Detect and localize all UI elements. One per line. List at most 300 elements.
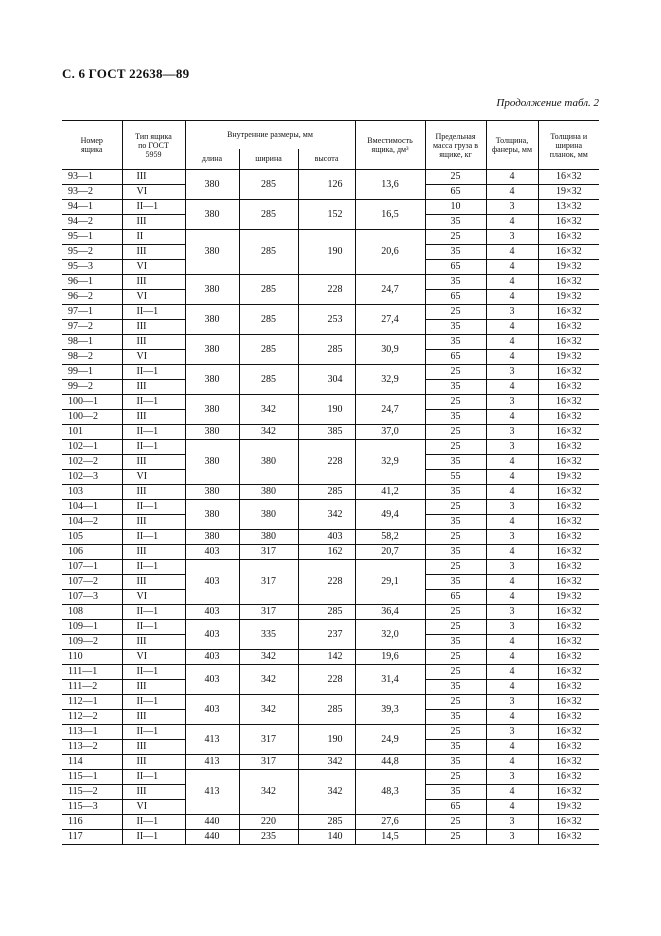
plywood-thickness-cell: 4: [486, 335, 538, 350]
box-number-cell: 104—2: [62, 515, 122, 530]
box-type-cell: II—1: [122, 200, 185, 215]
table-header: [62, 121, 599, 170]
plywood-thickness-cell: 3: [486, 530, 538, 545]
max-mass-cell: 65: [425, 185, 486, 200]
plywood-thickness-cell: 4: [486, 470, 538, 485]
volume-cell: 39,3: [355, 695, 425, 725]
plank-size-cell: 16×32: [538, 215, 599, 230]
height-cell: 228: [298, 665, 355, 695]
volume-cell: 41,2: [355, 485, 425, 500]
plank-size-cell: 16×32: [538, 275, 599, 290]
max-mass-cell: 35: [425, 740, 486, 755]
volume-cell: 16,5: [355, 200, 425, 230]
length-cell: 380: [185, 230, 239, 275]
height-cell: 285: [298, 695, 355, 725]
box-type-cell: III: [122, 275, 185, 290]
plywood-thickness-cell: 4: [486, 545, 538, 560]
box-type-cell: II—1: [122, 425, 185, 440]
plank-size-cell: 16×32: [538, 365, 599, 380]
box-number-cell: 109—1: [62, 620, 122, 635]
plywood-thickness-cell: 4: [486, 320, 538, 335]
length-cell: 380: [185, 500, 239, 530]
plank-size-cell: 19×32: [538, 290, 599, 305]
box-number-cell: 112—2: [62, 710, 122, 725]
width-cell: 285: [239, 170, 298, 200]
box-type-cell: VI: [122, 290, 185, 305]
plank-size-cell: 16×32: [538, 320, 599, 335]
box-type-cell: III: [122, 545, 185, 560]
table-row: [62, 650, 599, 665]
table-row: [62, 725, 599, 740]
table-row: [62, 545, 599, 560]
box-number-cell: 103: [62, 485, 122, 500]
box-type-cell: III: [122, 785, 185, 800]
volume-cell: 24,7: [355, 395, 425, 425]
table-row: [62, 830, 599, 845]
max-mass-cell: 35: [425, 335, 486, 350]
length-cell: 380: [185, 425, 239, 440]
plank-size-cell: 16×32: [538, 410, 599, 425]
box-number-cell: 115—2: [62, 785, 122, 800]
table-row: [62, 440, 599, 455]
max-mass-cell: 35: [425, 275, 486, 290]
plank-size-cell: 16×32: [538, 575, 599, 590]
plywood-thickness-cell: 4: [486, 710, 538, 725]
width-cell: 317: [239, 755, 298, 770]
max-mass-cell: 10: [425, 200, 486, 215]
box-number-cell: 110: [62, 650, 122, 665]
length-cell: 403: [185, 650, 239, 665]
box-type-cell: II: [122, 230, 185, 245]
table-row: [62, 665, 599, 680]
max-mass-cell: 65: [425, 290, 486, 305]
box-type-cell: III: [122, 710, 185, 725]
box-number-cell: 107—1: [62, 560, 122, 575]
table-row: [62, 485, 599, 500]
plywood-thickness-cell: 4: [486, 275, 538, 290]
max-mass-cell: 55: [425, 470, 486, 485]
plank-size-cell: 16×32: [538, 620, 599, 635]
width-cell: 335: [239, 620, 298, 650]
max-mass-cell: 65: [425, 590, 486, 605]
table-row: [62, 530, 599, 545]
table-row: [62, 170, 599, 185]
width-cell: 317: [239, 560, 298, 605]
box-number-cell: 109—2: [62, 635, 122, 650]
box-type-cell: III: [122, 515, 185, 530]
width-cell: 285: [239, 365, 298, 395]
box-number-cell: 115—1: [62, 770, 122, 785]
box-type-cell: III: [122, 680, 185, 695]
plywood-thickness-cell: 4: [486, 260, 538, 275]
height-cell: 190: [298, 230, 355, 275]
plywood-thickness-cell: 4: [486, 185, 538, 200]
max-mass-cell: 25: [425, 665, 486, 680]
box-number-cell: 93—2: [62, 185, 122, 200]
box-type-cell: III: [122, 740, 185, 755]
volume-cell: 37,0: [355, 425, 425, 440]
width-cell: 317: [239, 605, 298, 620]
height-cell: 342: [298, 770, 355, 815]
box-number-cell: 113—1: [62, 725, 122, 740]
plywood-thickness-cell: 4: [486, 485, 538, 500]
box-number-cell: 115—3: [62, 800, 122, 815]
box-number-cell: 114: [62, 755, 122, 770]
max-mass-cell: 35: [425, 635, 486, 650]
box-type-cell: VI: [122, 590, 185, 605]
box-number-cell: 98—1: [62, 335, 122, 350]
table-row: [62, 200, 599, 215]
height-cell: 152: [298, 200, 355, 230]
max-mass-cell: 25: [425, 725, 486, 740]
width-cell: 342: [239, 665, 298, 695]
length-cell: 403: [185, 545, 239, 560]
plywood-thickness-cell: 4: [486, 650, 538, 665]
plank-size-cell: 16×32: [538, 815, 599, 830]
header-plywood-thickness: Толщина, фанеры, мм: [486, 121, 538, 170]
box-number-cell: 100—2: [62, 410, 122, 425]
max-mass-cell: 25: [425, 440, 486, 455]
plywood-thickness-cell: 4: [486, 755, 538, 770]
box-type-cell: III: [122, 335, 185, 350]
box-type-cell: VI: [122, 650, 185, 665]
plank-size-cell: 16×32: [538, 515, 599, 530]
box-type-cell: III: [122, 455, 185, 470]
header-box-type: Тип ящика по ГОСТ 5959: [122, 121, 185, 170]
plywood-thickness-cell: 4: [486, 455, 538, 470]
max-mass-cell: 25: [425, 425, 486, 440]
box-type-cell: II—1: [122, 560, 185, 575]
max-mass-cell: 35: [425, 515, 486, 530]
box-number-cell: 104—1: [62, 500, 122, 515]
volume-cell: 48,3: [355, 770, 425, 815]
volume-cell: 20,7: [355, 545, 425, 560]
plank-size-cell: 16×32: [538, 635, 599, 650]
box-number-cell: 106: [62, 545, 122, 560]
box-type-cell: VI: [122, 470, 185, 485]
box-number-cell: 93—1: [62, 170, 122, 185]
box-type-cell: II—1: [122, 500, 185, 515]
table-row: [62, 275, 599, 290]
height-cell: 285: [298, 605, 355, 620]
plank-size-cell: 16×32: [538, 395, 599, 410]
width-cell: 342: [239, 770, 298, 815]
plywood-thickness-cell: 4: [486, 290, 538, 305]
plywood-thickness-cell: 3: [486, 425, 538, 440]
plank-size-cell: 16×32: [538, 725, 599, 740]
plywood-thickness-cell: 4: [486, 590, 538, 605]
header-length: длина: [185, 149, 239, 170]
plywood-thickness-cell: 4: [486, 170, 538, 185]
volume-cell: 27,6: [355, 815, 425, 830]
length-cell: 380: [185, 395, 239, 425]
plank-size-cell: 16×32: [538, 305, 599, 320]
width-cell: 235: [239, 830, 298, 845]
box-type-cell: II—1: [122, 605, 185, 620]
max-mass-cell: 35: [425, 455, 486, 470]
plank-size-cell: 19×32: [538, 590, 599, 605]
volume-cell: 31,4: [355, 665, 425, 695]
plank-size-cell: 16×32: [538, 530, 599, 545]
plywood-thickness-cell: 4: [486, 785, 538, 800]
box-number-cell: 116: [62, 815, 122, 830]
height-cell: 190: [298, 725, 355, 755]
table-row: [62, 335, 599, 350]
height-cell: 190: [298, 395, 355, 425]
box-number-cell: 97—1: [62, 305, 122, 320]
box-number-cell: 94—2: [62, 215, 122, 230]
box-number-cell: 105: [62, 530, 122, 545]
header-height: высота: [298, 149, 355, 170]
length-cell: 403: [185, 560, 239, 605]
plank-size-cell: 16×32: [538, 425, 599, 440]
volume-cell: 44,8: [355, 755, 425, 770]
max-mass-cell: 25: [425, 620, 486, 635]
box-type-cell: III: [122, 410, 185, 425]
box-type-cell: III: [122, 755, 185, 770]
height-cell: 140: [298, 830, 355, 845]
plank-size-cell: 16×32: [538, 380, 599, 395]
length-cell: 380: [185, 305, 239, 335]
max-mass-cell: 35: [425, 245, 486, 260]
box-number-cell: 117: [62, 830, 122, 845]
width-cell: 380: [239, 500, 298, 530]
box-number-cell: 97—2: [62, 320, 122, 335]
max-mass-cell: 25: [425, 395, 486, 410]
box-type-cell: III: [122, 485, 185, 500]
header-box-number: Номер ящика: [62, 121, 122, 170]
plank-size-cell: 16×32: [538, 605, 599, 620]
plank-size-cell: 16×32: [538, 560, 599, 575]
box-type-cell: III: [122, 215, 185, 230]
plank-size-cell: 16×32: [538, 770, 599, 785]
width-cell: 380: [239, 530, 298, 545]
box-type-cell: VI: [122, 185, 185, 200]
box-type-cell: II—1: [122, 305, 185, 320]
box-number-cell: 94—1: [62, 200, 122, 215]
box-number-cell: 108: [62, 605, 122, 620]
box-number-cell: 107—3: [62, 590, 122, 605]
box-number-cell: 111—2: [62, 680, 122, 695]
max-mass-cell: 25: [425, 530, 486, 545]
table-row: [62, 770, 599, 785]
plywood-thickness-cell: 4: [486, 665, 538, 680]
box-type-cell: II—1: [122, 620, 185, 635]
height-cell: 285: [298, 335, 355, 365]
table-row: [62, 560, 599, 575]
volume-cell: 27,4: [355, 305, 425, 335]
box-type-cell: II—1: [122, 770, 185, 785]
box-type-cell: II—1: [122, 440, 185, 455]
max-mass-cell: 25: [425, 365, 486, 380]
width-cell: 342: [239, 650, 298, 665]
max-mass-cell: 25: [425, 605, 486, 620]
length-cell: 403: [185, 695, 239, 725]
volume-cell: 20,6: [355, 230, 425, 275]
height-cell: 285: [298, 485, 355, 500]
max-mass-cell: 35: [425, 215, 486, 230]
box-number-cell: 111—1: [62, 665, 122, 680]
plywood-thickness-cell: 3: [486, 605, 538, 620]
box-type-cell: II—1: [122, 395, 185, 410]
volume-cell: 24,9: [355, 725, 425, 755]
max-mass-cell: 35: [425, 380, 486, 395]
height-cell: 237: [298, 620, 355, 650]
max-mass-cell: 35: [425, 755, 486, 770]
plywood-thickness-cell: 3: [486, 305, 538, 320]
width-cell: 285: [239, 230, 298, 275]
max-mass-cell: 25: [425, 695, 486, 710]
height-cell: 385: [298, 425, 355, 440]
height-cell: 228: [298, 440, 355, 485]
height-cell: 253: [298, 305, 355, 335]
volume-cell: 32,9: [355, 365, 425, 395]
height-cell: 126: [298, 170, 355, 200]
plywood-thickness-cell: 3: [486, 365, 538, 380]
box-type-cell: III: [122, 635, 185, 650]
volume-cell: 58,2: [355, 530, 425, 545]
plank-size-cell: 16×32: [538, 740, 599, 755]
table-row: [62, 620, 599, 635]
max-mass-cell: 35: [425, 575, 486, 590]
plank-size-cell: 16×32: [538, 785, 599, 800]
plywood-thickness-cell: 4: [486, 380, 538, 395]
plank-size-cell: 19×32: [538, 185, 599, 200]
plank-size-cell: 16×32: [538, 245, 599, 260]
box-number-cell: 112—1: [62, 695, 122, 710]
width-cell: 317: [239, 545, 298, 560]
box-number-cell: 101: [62, 425, 122, 440]
max-mass-cell: 35: [425, 710, 486, 725]
plywood-thickness-cell: 4: [486, 740, 538, 755]
table-row: [62, 230, 599, 245]
table-row: [62, 755, 599, 770]
box-number-cell: 107—2: [62, 575, 122, 590]
table-row: [62, 605, 599, 620]
box-number-cell: 99—1: [62, 365, 122, 380]
volume-cell: 29,1: [355, 560, 425, 605]
table-row: [62, 365, 599, 380]
plank-size-cell: 19×32: [538, 470, 599, 485]
plywood-thickness-cell: 4: [486, 215, 538, 230]
volume-cell: 14,5: [355, 830, 425, 845]
height-cell: 342: [298, 500, 355, 530]
max-mass-cell: 35: [425, 485, 486, 500]
volume-cell: 13,6: [355, 170, 425, 200]
volume-cell: 36,4: [355, 605, 425, 620]
max-mass-cell: 25: [425, 830, 486, 845]
plank-size-cell: 16×32: [538, 230, 599, 245]
length-cell: 413: [185, 755, 239, 770]
table-row: [62, 305, 599, 320]
box-number-cell: 102—1: [62, 440, 122, 455]
table-row: [62, 500, 599, 515]
width-cell: 342: [239, 695, 298, 725]
plywood-thickness-cell: 3: [486, 395, 538, 410]
length-cell: 380: [185, 530, 239, 545]
box-number-cell: 95—3: [62, 260, 122, 275]
plank-size-cell: 16×32: [538, 695, 599, 710]
header-volume: Вместимость ящика, дм³: [355, 121, 425, 170]
plank-size-cell: 16×32: [538, 485, 599, 500]
plywood-thickness-cell: 3: [486, 830, 538, 845]
length-cell: 413: [185, 770, 239, 815]
length-cell: 380: [185, 200, 239, 230]
plywood-thickness-cell: 3: [486, 230, 538, 245]
width-cell: 342: [239, 395, 298, 425]
width-cell: 317: [239, 725, 298, 755]
box-number-cell: 95—2: [62, 245, 122, 260]
box-type-cell: III: [122, 170, 185, 185]
length-cell: 380: [185, 440, 239, 485]
height-cell: 285: [298, 815, 355, 830]
max-mass-cell: 35: [425, 680, 486, 695]
height-cell: 142: [298, 650, 355, 665]
volume-cell: 32,0: [355, 620, 425, 650]
max-mass-cell: 25: [425, 815, 486, 830]
max-mass-cell: 65: [425, 350, 486, 365]
plank-size-cell: 19×32: [538, 260, 599, 275]
height-cell: 304: [298, 365, 355, 395]
max-mass-cell: 35: [425, 320, 486, 335]
length-cell: 380: [185, 170, 239, 200]
width-cell: 342: [239, 425, 298, 440]
length-cell: 413: [185, 725, 239, 755]
plywood-thickness-cell: 4: [486, 680, 538, 695]
width-cell: 220: [239, 815, 298, 830]
max-mass-cell: 65: [425, 260, 486, 275]
box-number-cell: 99—2: [62, 380, 122, 395]
plank-size-cell: 16×32: [538, 335, 599, 350]
boxes-dimensions-table: [62, 120, 599, 845]
box-type-cell: II—1: [122, 665, 185, 680]
length-cell: 440: [185, 830, 239, 845]
plank-size-cell: 16×32: [538, 170, 599, 185]
plywood-thickness-cell: 4: [486, 350, 538, 365]
plywood-thickness-cell: 3: [486, 200, 538, 215]
box-type-cell: III: [122, 380, 185, 395]
table-row: [62, 425, 599, 440]
box-number-cell: 96—2: [62, 290, 122, 305]
box-type-cell: II—1: [122, 830, 185, 845]
box-type-cell: II—1: [122, 725, 185, 740]
plank-size-cell: 16×32: [538, 650, 599, 665]
plywood-thickness-cell: 4: [486, 635, 538, 650]
volume-cell: 24,7: [355, 275, 425, 305]
length-cell: 440: [185, 815, 239, 830]
header-inner-dimensions: Внутренние размеры, мм: [185, 121, 355, 149]
plank-size-cell: 16×32: [538, 665, 599, 680]
box-type-cell: VI: [122, 350, 185, 365]
height-cell: 342: [298, 755, 355, 770]
height-cell: 403: [298, 530, 355, 545]
table-row: [62, 815, 599, 830]
width-cell: 285: [239, 275, 298, 305]
header-width: ширина: [239, 149, 298, 170]
volume-cell: 19,6: [355, 650, 425, 665]
plywood-thickness-cell: 3: [486, 770, 538, 785]
plywood-thickness-cell: 3: [486, 815, 538, 830]
width-cell: 285: [239, 335, 298, 365]
volume-cell: 49,4: [355, 500, 425, 530]
max-mass-cell: 25: [425, 230, 486, 245]
max-mass-cell: 35: [425, 785, 486, 800]
width-cell: 380: [239, 440, 298, 485]
header-plank-size: Толщина и ширина планок, мм: [538, 121, 599, 170]
max-mass-cell: 25: [425, 170, 486, 185]
plywood-thickness-cell: 4: [486, 800, 538, 815]
plywood-thickness-cell: 4: [486, 515, 538, 530]
